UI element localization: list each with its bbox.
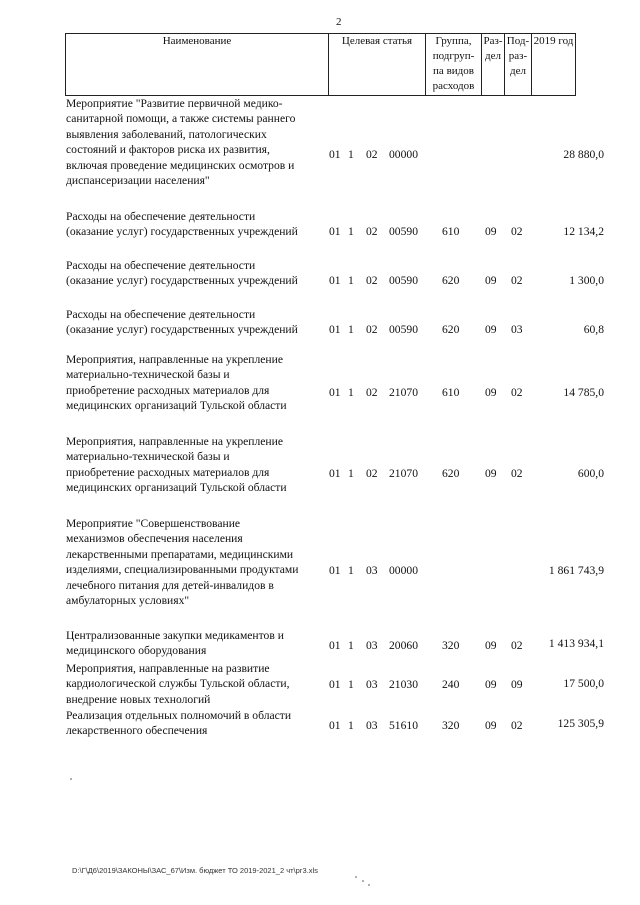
row-name: Мероприятие "Совершенствование механизмов обеспечения населения лекарственными препаратами, медицинскими изделиями, специализированными продуктами лечебного питания для детей-инвалидов в амбулаторных условиях" [66, 517, 299, 608]
code-direction: 00590 [389, 225, 418, 238]
code-program: 01 [329, 564, 341, 577]
code-subprogram: 1 [348, 386, 354, 399]
subsection: 03 [511, 323, 523, 336]
amount: 1 413 934,1 [548, 637, 604, 650]
expense-group: 320 [442, 639, 460, 652]
code-subprogram: 1 [348, 639, 354, 652]
scan-speck [362, 880, 364, 882]
row-name: Мероприятия, направленные на развитие кардиологической службы Тульской области, внедрение новых технологий [66, 662, 290, 706]
code-measure: 02 [366, 225, 378, 238]
code-subprogram: 1 [348, 323, 354, 336]
code-direction: 00590 [389, 274, 418, 287]
section: 09 [485, 274, 497, 287]
section: 09 [485, 719, 497, 732]
header-name: Наименование [162, 35, 232, 47]
row-name: Мероприятия, направленные на укрепление материально-технической базы и приобретение расходных материалов для медицинских организаций Тульской области [66, 435, 287, 495]
expense-group: 610 [442, 225, 460, 238]
amount: 12 134,2 [563, 225, 604, 238]
row-name: Мероприятие "Развитие первичной медико- санитарной помощи, а также системы раннего выявления заболеваний, патологических состояний и факторов риска их развития, включая проведение медицинских осмотров и диспансеризации населения" [66, 97, 296, 188]
expense-group: 610 [442, 386, 460, 399]
amount: 28 880,0 [563, 148, 604, 161]
subsection: 02 [511, 467, 523, 480]
code-subprogram: 1 [348, 148, 354, 161]
code-direction: 00000 [389, 148, 418, 161]
header-target-article: Целевая статья [341, 35, 413, 47]
code-program: 01 [329, 678, 341, 691]
amount: 60,8 [583, 323, 604, 336]
section: 09 [485, 386, 497, 399]
scan-speck [355, 876, 357, 878]
code-measure: 02 [366, 148, 378, 161]
code-subprogram: 1 [348, 719, 354, 732]
scan-speck [70, 778, 72, 780]
code-program: 01 [329, 274, 341, 287]
code-subprogram: 1 [348, 467, 354, 480]
code-direction: 21030 [389, 678, 418, 691]
header-year: 2019 год [533, 35, 574, 47]
code-measure: 03 [366, 678, 378, 691]
section: 09 [485, 323, 497, 336]
row-name: Мероприятия, направленные на укрепление материально-технической базы и приобретение расходных материалов для медицинских организаций Тульской области [66, 353, 287, 413]
code-subprogram: 1 [348, 274, 354, 287]
amount: 14 785,0 [563, 386, 604, 399]
subsection: 02 [511, 639, 523, 652]
expense-group: 620 [442, 323, 460, 336]
subsection: 02 [511, 225, 523, 238]
code-direction: 21070 [389, 386, 418, 399]
scan-speck [368, 884, 370, 886]
code-measure: 03 [366, 564, 378, 577]
section: 09 [485, 678, 497, 691]
amount: 600,0 [577, 467, 604, 480]
expense-group: 620 [442, 467, 460, 480]
code-measure: 02 [366, 467, 378, 480]
amount: 17 500,0 [563, 677, 604, 690]
expense-group: 320 [442, 719, 460, 732]
section: 09 [485, 639, 497, 652]
header-divider [575, 33, 576, 95]
code-program: 01 [329, 323, 341, 336]
code-program: 01 [329, 467, 341, 480]
subsection: 02 [511, 719, 523, 732]
row-name: Реализация отдельных полномочий в области лекарственного обеспечения [66, 709, 292, 738]
row-name: Централизованные закупки медикаментов и медицинского оборудования [66, 629, 284, 658]
code-measure: 03 [366, 639, 378, 652]
amount: 1 300,0 [569, 274, 604, 287]
header-subsection: Под- раз- дел [506, 35, 530, 77]
code-measure: 03 [366, 719, 378, 732]
code-direction: 00590 [389, 323, 418, 336]
header-group: Группа, подгруп- па видов расходов [432, 35, 475, 92]
code-subprogram: 1 [348, 225, 354, 238]
expense-group: 240 [442, 678, 460, 691]
code-program: 01 [329, 225, 341, 238]
page-number: 2 [336, 16, 342, 28]
section: 09 [485, 467, 497, 480]
header-section: Раз- дел [483, 35, 503, 62]
code-subprogram: 1 [348, 678, 354, 691]
code-direction: 20060 [389, 639, 418, 652]
row-name: Расходы на обеспечение деятельности (оказание услуг) государственных учреждений [66, 259, 298, 288]
row-name: Расходы на обеспечение деятельности (оказание услуг) государственных учреждений [66, 210, 298, 239]
code-direction: 51610 [389, 719, 418, 732]
code-program: 01 [329, 639, 341, 652]
code-direction: 00000 [389, 564, 418, 577]
subsection: 09 [511, 678, 523, 691]
row-name: Расходы на обеспечение деятельности (оказание услуг) государственных учреждений [66, 308, 298, 337]
subsection: 02 [511, 274, 523, 287]
section: 09 [485, 225, 497, 238]
amount: 125 305,9 [557, 717, 604, 730]
subsection: 02 [511, 386, 523, 399]
amount: 1 861 743,9 [548, 564, 604, 577]
code-program: 01 [329, 719, 341, 732]
code-measure: 02 [366, 274, 378, 287]
code-program: 01 [329, 386, 341, 399]
code-program: 01 [329, 148, 341, 161]
code-direction: 21070 [389, 467, 418, 480]
expense-group: 620 [442, 274, 460, 287]
footer-file-path: D:\Г\Д6\2019\ЗАКОНЫ\ЗАС_67\Изм. бюджет ТО 2019-2021_2 чт\рг3.xls [72, 866, 318, 875]
code-measure: 02 [366, 386, 378, 399]
code-subprogram: 1 [348, 564, 354, 577]
code-measure: 02 [366, 323, 378, 336]
